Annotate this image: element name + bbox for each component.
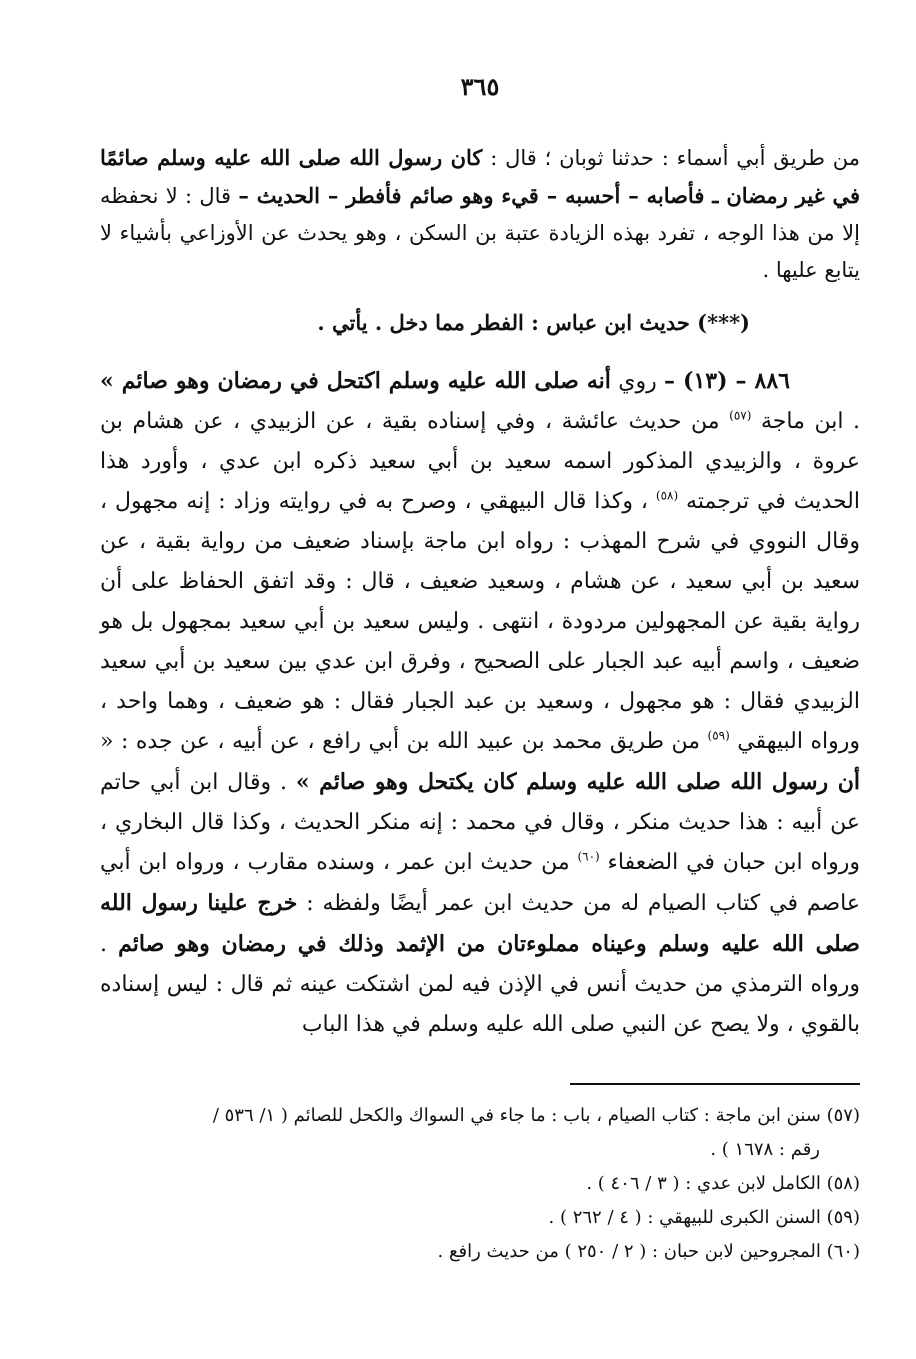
- text-run: . ورواه الترمذي من حديث أنس في الإذن فيه لمن اشتكت عينه ثم قال : ليس إسناده بالقوي ، ولا يصح عن النبي صلى الله عليه وسلم في هذا الباب: [100, 932, 860, 1037]
- text-run: من طريق أبي أسماء : حدثنا ثوبان ؛ قال :: [482, 146, 861, 170]
- footnote-ref-58[interactable]: (٥٨): [655, 488, 679, 503]
- text-run: من حديث عائشة ، وفي إسناده بقية ، عن الزبيدي ، عن هشام بن عروة ، والزبيدي المذكور اسمه سعيد بن أبي سعيد ذكره ابن عدي ، وأورد هذا الحديث في ترجمته: [100, 409, 860, 514]
- footnote-59: (٥٩) السنن الكبرى للبيهقي : ( ٤ / ٢٦٢ ) .: [548, 1207, 860, 1228]
- bold-quote: أن رسول الله صلى الله عليه وسلم كان يكتحل وهو صائم »: [295, 769, 860, 795]
- text-run: ، وكذا قال البيهقي ، وصرح به في روايته وزاد : إنه مجهول ، وقال النووي في شرح المهذب : رواه ابن ماجة بإسناد ضعيف من رواية بقية ، عن سعيد بن أبي سعيد ، عن هشام ، وسعيد ضعيف ، قال : وقد اتفق الحفاظ على أن رواية بقية عن المجهولين مردودة ، انتهى . وليس سعيد بن أبي سعيد بمجهول بل هو ضعيف ، واسم أبيه عبد الجبار على الصحيح ، وفرق ابن عدي بين سعيد بن أبي سعيد الزبيدي فقال : هو مجهول ، وسعيد بن عبد الجبار فقال : هو ضعيف ، وهما واحد ، ورواه البيهقي: [100, 489, 860, 754]
- text-run: . ابن ماجة: [751, 409, 861, 434]
- footnote-57-continued: رقم : ١٦٧٨ ) .: [710, 1139, 820, 1160]
- text-run: . وقال ابن أبي حاتم عن أبيه : هذا حديث منكر ، وقال في محمد : إنه منكر الحديث ، وكذا قال البخاري ، ورواه ابن حبان في الضعفاء: [100, 770, 860, 875]
- hadith-number: ٨٨٦ – (١٣) –: [664, 368, 790, 394]
- footnote-58: (٥٨) الكامل لابن عدي : ( ٣ / ٤٠٦ ) .: [586, 1173, 860, 1194]
- text-run: من حديث ابن عمر ، وسنده مقارب ، ورواه ابن أبي عاصم في كتاب الصيام له من حديث ابن عمر أيضًا ولفظه :: [100, 850, 861, 916]
- footnote-ref-60[interactable]: (٦٠): [577, 849, 600, 864]
- bold-quote: كان رسول الله صلى الله عليه وسلم صائمًا في غير رمضان ـ فأصابه – أحسبه – قيء وهو صائم فأفطر – الحديث –: [100, 145, 860, 208]
- footnote-divider: [570, 1083, 860, 1085]
- section-heading: (***) حديث ابن عباس : الفطر مما دخل . يأتي .: [317, 310, 750, 335]
- footnote-ref-59[interactable]: (٥٩): [707, 728, 730, 743]
- paragraph-1: [100, 139, 860, 289]
- text-run: روي: [610, 369, 665, 394]
- bold-quote: خرج علينا رسول الله صلى الله عليه وسلم وعيناه مملوءتان من الإثمد وذلك في رمضان وهو صائم: [100, 890, 860, 957]
- bold-quote: أنه صلى الله عليه وسلم اكتحل في رمضان وهو صائم »: [100, 368, 611, 394]
- footnote-ref-57[interactable]: (٥٧): [729, 408, 752, 423]
- main-text: [100, 139, 860, 1045]
- footnote-57: (٥٧) سنن ابن ماجة : كتاب الصيام ، باب : ما جاء في السواك والكحل للصائم ( ١/ ٥٣٦ /: [212, 1105, 860, 1126]
- footnotes: [100, 1099, 860, 1269]
- footnote-60: (٦٠) المجروحين لابن حبان : ( ٢ / ٢٥٠ ) من حديث رافع .: [437, 1241, 860, 1262]
- page-number: ٣٦٥: [460, 72, 500, 101]
- text-run: قال : لا نحفظه إلا من هذا الوجه ، تفرد بهذه الزيادة عتبة بن السكن ، وهو يحدث عن الأوزاعي بأشياء لا يتابع عليها .: [100, 184, 860, 282]
- text-run: من طريق محمد بن عبيد الله بن أبي رافع ، عن أبيه ، عن جده : «: [100, 729, 708, 754]
- hadith-paragraph: [100, 361, 860, 1045]
